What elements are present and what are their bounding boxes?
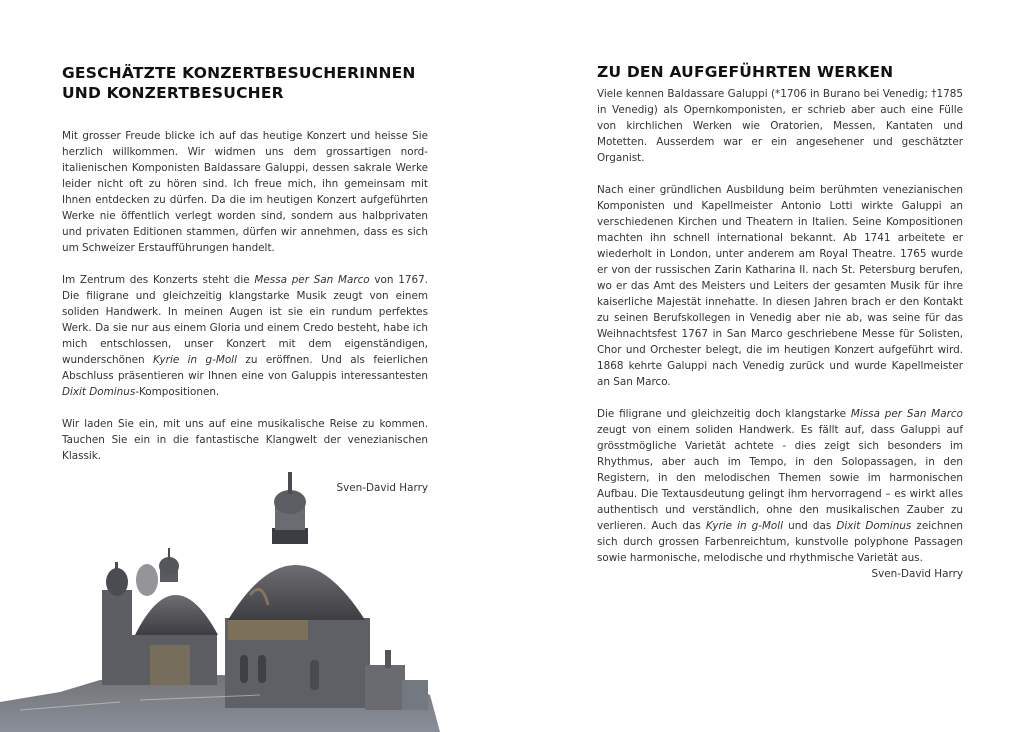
text-run: und das [783, 520, 837, 532]
work-title: Kyrie in g-Moll [705, 520, 784, 532]
right-heading: ZU DEN AUFGEFÜHRTEN WERKEN [597, 63, 894, 81]
left-paragraph-3: Wir laden Sie ein, mit uns auf eine musikalische Reise zu kommen. Tauchen Sie ein in die fantastische Klangwelt der venezianischen Klassik. [62, 418, 428, 462]
left-signature: Sven-David Harry [336, 482, 428, 494]
text-run: -Kompositionen. [135, 386, 220, 398]
right-page [512, 0, 1024, 732]
work-title: Dixit Dominus [62, 386, 136, 398]
text-run: von 1767. Die filigrane und gleichzeitig klangstarke Musik zeugt von einem soliden Handwerk. In meinen Augen ist sie ein rundum perfektes Werk. Da sie nur aus einem Gloria und einem Credo besteht, habe ich mich entschlossen, unser Konzert mit dem eigenständigen, wunderschönen [62, 274, 428, 366]
work-title: Dixit Dominus [836, 520, 912, 532]
text-run: Im Zentrum des Konzerts steht die [62, 274, 255, 286]
work-title: Messa per San Marco [254, 274, 370, 286]
left-heading-line1: GESCHÄTZTE KONZERTBESUCHERINNEN [62, 64, 416, 82]
right-column [597, 62, 963, 582]
right-paragraph-3 [597, 406, 963, 566]
right-signature: Sven-David Harry [871, 568, 963, 580]
text-run: zu eröffnen. Und als feierlichen Abschluss präsentieren wir Ihnen eine von Galuppis interessantesten [62, 354, 428, 382]
right-paragraph-1: Viele kennen Baldassare Galuppi (*1706 in Burano bei Venedig; †1785 in Venedig) als Opernkomponisten, er schrieb aber auch eine Fülle von kirchlichen Werken wie Oratorien, Messen, Kantaten und Motetten. Ausserdem war er ein angesehener und geschätzter Organist. [597, 88, 963, 164]
text-run: Die filigrane und gleichzeitig doch klangstarke [597, 408, 851, 420]
work-title: Missa per San Marco [850, 408, 963, 420]
left-heading [62, 63, 428, 103]
left-column [62, 63, 428, 496]
left-paragraph-1: Mit grosser Freude blicke ich auf das heutige Konzert und heisse Sie herzlich willkommen. Wir widmen uns dem grossartigen norditalienischen Komponisten Baldassare Galuppi, dessen sakrale Werke leider nicht oft zu hören sind. Ich freue mich, ihn gemeinsam mit Ihnen entdecken zu dürfen. Da die im heutigen Konzert aufgeführten Werke nie öffentlich verlegt worden sind, sondern aus halbprivaten und privaten Editionen stammen, dürfen wir annehmen, dass es sich um Schweizer Erstaufführungen handelt. [62, 130, 428, 254]
left-paragraph-2 [62, 272, 428, 400]
left-heading-line2: UND KONZERTBESUCHER [62, 84, 284, 102]
right-paragraph-2: Nach einer gründlichen Ausbildung beim berühmten venezianischen Komponisten und Kapellmeister Antonio Lotti wirkte Galuppi an verschiedenen Kirchen und Theatern in Italien. Seine Kompositionen machten ihn schnell international bekannt. Ab 1741 arbeitete er wiederholt in London, unter anderem am Royal Theatre. 1765 wurde er von der russischen Zarin Katharina II. nach St. Petersburg berufen, wo er das Amt des Meisters und Leiters der gesamten Musik für ihre kaiserliche Majestät innehatte. In diesen Jahren brach er den Kontakt zu seinen Berufskollegen in Venedig aber nie ab, was seine für das Weihnachtsfest 1767 in San Marco geschriebene Messe für Solisten, Chor und Orchester belegt, die im heutigen Konzert aufgeführt wird. 1868 kehrte Galuppi nach Venedig zurück und wurde Kapellmeister an San Marco. [597, 184, 963, 388]
text-run: zeichnen sich durch grossen Farbenreichtum, kunstvolle polyphone Passagen sowie harmonische, melodische und rhythmische Varietät aus. [597, 520, 963, 564]
work-title: Kyrie in g-Moll [152, 354, 237, 366]
church-dome-illustration [0, 470, 440, 732]
text-run: zeugt von einem soliden Handwerk. Es fällt auf, dass Galuppi auf grösstmögliche Varietät achtete - dies zeigt sich besonders im Rhythmus, aber auch im Tempo, in den Solopassagen, in den Registern, in den melodischen Themen sowie im harmonischen Aufbau. Die Textausdeutung gelingt ihm hervorragend – es wirkt alles authentisch und verständlich, ohne den musikalischen Zauber zu verlieren. Auch das [597, 424, 963, 532]
